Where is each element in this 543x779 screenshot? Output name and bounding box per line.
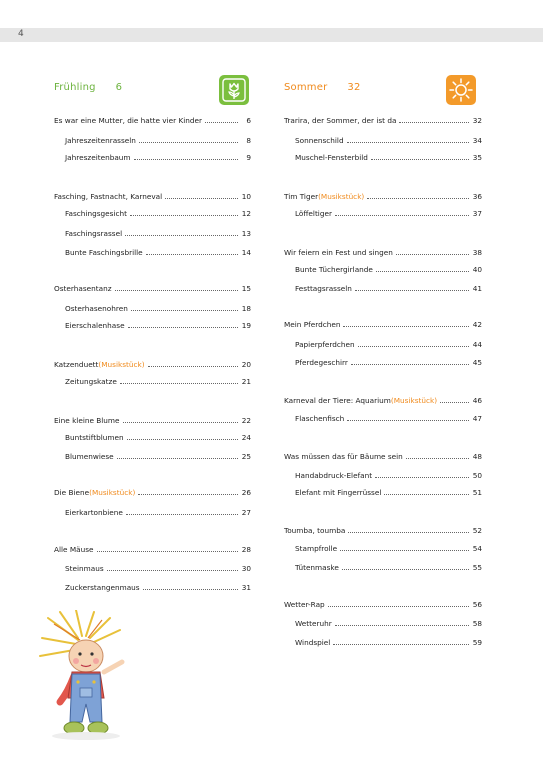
entry-page: 8 xyxy=(246,136,251,145)
toc-subentry xyxy=(284,209,482,221)
section-page: 6 xyxy=(115,82,123,93)
entry-title: Buntstiftblumen xyxy=(65,433,124,442)
entry-page: 56 xyxy=(472,600,482,609)
toc-subentry xyxy=(54,321,251,333)
entry-page: 34 xyxy=(472,136,482,145)
toc-subentry xyxy=(54,377,251,389)
dot-leader xyxy=(335,619,469,626)
music-piece-tag: (Musikstück) xyxy=(318,192,365,201)
section-page: 32 xyxy=(347,82,361,93)
dot-leader xyxy=(143,583,238,590)
entry-title: Tütenmaske xyxy=(295,563,339,572)
toc-subentry xyxy=(54,433,251,445)
entry-title: Zuckerstangenmaus xyxy=(65,583,140,592)
entry-page: 18 xyxy=(241,304,251,313)
toc-entry xyxy=(54,545,251,557)
dot-leader xyxy=(126,508,238,515)
entry-page: 26 xyxy=(241,488,251,497)
toc-subentry xyxy=(284,488,482,500)
dot-leader xyxy=(123,416,238,423)
dot-leader xyxy=(375,471,469,478)
dot-leader xyxy=(146,248,238,255)
dot-leader xyxy=(134,153,238,160)
entry-page: 27 xyxy=(241,508,251,517)
entry-page: 19 xyxy=(241,321,251,330)
dot-leader xyxy=(384,488,469,495)
entry-title: Fasching, Fastnacht, Karneval xyxy=(54,192,163,201)
entry-page: 25 xyxy=(241,452,251,461)
dot-leader xyxy=(120,377,238,384)
entry-page: 22 xyxy=(241,416,251,425)
entry-title: Jahreszeitenbaum xyxy=(65,153,131,162)
page-number: 4 xyxy=(18,29,24,39)
dot-leader xyxy=(342,563,469,570)
dot-leader xyxy=(343,320,469,327)
dot-leader xyxy=(97,545,238,552)
entry-title: Steinmaus xyxy=(65,564,104,573)
toc-entry xyxy=(284,248,482,260)
entry-page: 42 xyxy=(472,320,482,329)
entry-page: 51 xyxy=(472,488,482,497)
entry-title: Osterhasenohren xyxy=(65,304,128,313)
entry-page: 41 xyxy=(472,284,482,293)
toc-subentry xyxy=(54,229,251,241)
entry-page: 55 xyxy=(472,563,482,572)
toc-subentry xyxy=(284,638,482,650)
entry-page: 10 xyxy=(241,192,251,201)
entry-title: Sonnenschild xyxy=(295,136,344,145)
toc-subentry xyxy=(54,304,251,316)
dot-leader xyxy=(333,638,469,645)
entry-page: 30 xyxy=(241,564,251,573)
entry-title: Tim Tiger xyxy=(284,192,319,201)
toc-subentry xyxy=(284,136,482,148)
entry-page: 40 xyxy=(472,265,482,274)
entry-title: Wir feiern ein Fest und singen xyxy=(284,248,393,257)
dot-leader xyxy=(440,396,469,403)
entry-page: 9 xyxy=(246,153,251,162)
entry-title: Windspiel xyxy=(295,638,331,647)
entry-title: Mein Pferdchen xyxy=(284,320,341,329)
dot-leader xyxy=(358,340,469,347)
entry-page: 24 xyxy=(241,433,251,442)
toc-subentry xyxy=(54,452,251,464)
girl-illustration xyxy=(38,610,133,749)
entry-title: Eierschalenhase xyxy=(65,321,125,330)
entry-title: Alle Mäuse xyxy=(54,545,94,554)
toc-subentry xyxy=(54,153,251,165)
dot-leader xyxy=(148,360,238,367)
entry-title: Löffeltiger xyxy=(295,209,332,218)
entry-page: 54 xyxy=(472,544,482,553)
dot-leader xyxy=(335,209,469,216)
toc-entry xyxy=(284,600,482,612)
entry-title: Eine kleine Blume xyxy=(54,416,120,425)
toc-entry xyxy=(284,452,482,464)
dot-leader xyxy=(131,304,238,311)
entry-page: 44 xyxy=(472,340,482,349)
entry-page: 15 xyxy=(241,284,251,293)
dot-leader xyxy=(107,564,238,571)
entry-title: Bunte Tüchergirlande xyxy=(295,265,373,274)
toc-subentry xyxy=(284,544,482,556)
entry-page: 52 xyxy=(472,526,482,535)
entry-title: Eierkartonbiene xyxy=(65,508,123,517)
dot-leader xyxy=(117,452,238,459)
toc-subentry xyxy=(54,583,251,595)
toc-subentry xyxy=(284,153,482,165)
entry-page: 21 xyxy=(241,377,251,386)
toc-subentry xyxy=(54,248,251,260)
toc-subentry xyxy=(284,619,482,631)
toc-subentry xyxy=(54,136,251,148)
section-title: Frühling xyxy=(54,82,96,93)
entry-title: Papierpferdchen xyxy=(295,340,355,349)
dot-leader xyxy=(165,192,238,199)
entry-page: 6 xyxy=(246,116,251,125)
toc-entry xyxy=(284,320,482,332)
music-piece-tag: (Musikstück) xyxy=(390,396,438,405)
entry-title: Handabdruck-Elefant xyxy=(295,471,373,480)
entry-title: Muschel-Fensterbild xyxy=(295,153,368,162)
entry-page: 31 xyxy=(241,583,251,592)
entry-title: Osterhasentanz xyxy=(54,284,112,293)
dot-leader xyxy=(347,414,469,421)
toc-subentry xyxy=(284,358,482,370)
dot-leader xyxy=(128,321,238,328)
entry-page: 50 xyxy=(472,471,482,480)
entry-title: Stampfrolle xyxy=(295,544,338,553)
dot-leader xyxy=(328,600,469,607)
toc-entry xyxy=(284,396,482,408)
music-piece-tag: (Musikstück) xyxy=(89,488,136,497)
toc-subentry xyxy=(54,564,251,576)
dot-leader xyxy=(125,229,238,236)
dot-leader xyxy=(138,488,238,495)
toc-entry xyxy=(284,116,482,128)
toc-entry xyxy=(54,116,251,128)
dot-leader xyxy=(139,136,238,143)
entry-page: 20 xyxy=(241,360,251,369)
entry-page: 58 xyxy=(472,619,482,628)
entry-title: Wetteruhr xyxy=(295,619,332,628)
entry-title: Bunte Faschingsbrille xyxy=(65,248,143,257)
toc-subentry xyxy=(284,265,482,277)
entry-title: Faschingsrassel xyxy=(65,229,123,238)
dot-leader xyxy=(115,284,238,291)
toc-subentry xyxy=(284,563,482,575)
toc-entry xyxy=(54,488,251,500)
toc-entry xyxy=(284,526,482,538)
dot-leader xyxy=(205,116,238,123)
entry-page: 38 xyxy=(472,248,482,257)
entry-title: Trarira, der Sommer, der ist da xyxy=(284,116,397,125)
sun-icon xyxy=(446,75,476,105)
entry-title: Flaschenfisch xyxy=(295,414,345,423)
entry-title: Blumenwiese xyxy=(65,452,114,461)
entry-page: 48 xyxy=(472,452,482,461)
toc-entry xyxy=(54,284,251,296)
dot-leader xyxy=(127,433,238,440)
dot-leader xyxy=(347,136,469,143)
toc-subentry xyxy=(284,414,482,426)
dot-leader xyxy=(348,526,469,533)
dot-leader xyxy=(376,265,469,272)
dot-leader xyxy=(406,452,469,459)
toc-subentry xyxy=(54,508,251,520)
entry-page: 36 xyxy=(472,192,482,201)
entry-page: 35 xyxy=(472,153,482,162)
dot-leader xyxy=(355,284,469,291)
toc-entry xyxy=(54,416,251,428)
entry-page: 47 xyxy=(472,414,482,423)
dot-leader xyxy=(367,192,469,199)
top-bar xyxy=(0,28,543,42)
entry-page: 14 xyxy=(241,248,251,257)
tulip-icon xyxy=(219,75,249,105)
toc-entry xyxy=(284,192,482,204)
entry-page: 37 xyxy=(472,209,482,218)
toc-entry xyxy=(54,192,251,204)
entry-title: Toumba, toumba xyxy=(284,526,346,535)
toc-subentry xyxy=(284,340,482,352)
entry-title: Was müssen das für Bäume sein xyxy=(284,452,403,461)
entry-title: Es war eine Mutter, die hatte vier Kinder xyxy=(54,116,203,125)
entry-page: 45 xyxy=(472,358,482,367)
entry-page: 12 xyxy=(241,209,251,218)
entry-title: Die Biene xyxy=(54,488,90,497)
toc-subentry xyxy=(54,209,251,221)
entry-title: Jahreszeitenrasseln xyxy=(65,136,136,145)
music-piece-tag: (Musikstück) xyxy=(98,360,145,369)
entry-page: 13 xyxy=(241,229,251,238)
dot-leader xyxy=(371,153,469,160)
entry-title: Katzenduett xyxy=(54,360,99,369)
entry-page: 28 xyxy=(241,545,251,554)
toc-entry xyxy=(54,360,251,372)
toc-subentry xyxy=(284,471,482,483)
section-heading-summer xyxy=(284,82,361,93)
entry-page: 59 xyxy=(472,638,482,647)
entry-title: Zeitungskatze xyxy=(65,377,117,386)
entry-title: Wetter-Rap xyxy=(284,600,325,609)
dot-leader xyxy=(396,248,469,255)
dot-leader xyxy=(399,116,469,123)
dot-leader xyxy=(340,544,469,551)
entry-title: Faschingsgesicht xyxy=(65,209,127,218)
entry-title: Elefant mit Fingerrüssel xyxy=(295,488,382,497)
dot-leader xyxy=(130,209,238,216)
dot-leader xyxy=(351,358,469,365)
entry-title: Festtagsrasseln xyxy=(295,284,352,293)
section-heading-spring xyxy=(54,82,122,93)
entry-page: 46 xyxy=(472,396,482,405)
entry-page: 32 xyxy=(472,116,482,125)
toc-subentry xyxy=(284,284,482,296)
section-title: Sommer xyxy=(284,82,328,93)
entry-title: Pferdegeschirr xyxy=(295,358,348,367)
entry-title: Karneval der Tiere: Aquarium xyxy=(284,396,391,405)
